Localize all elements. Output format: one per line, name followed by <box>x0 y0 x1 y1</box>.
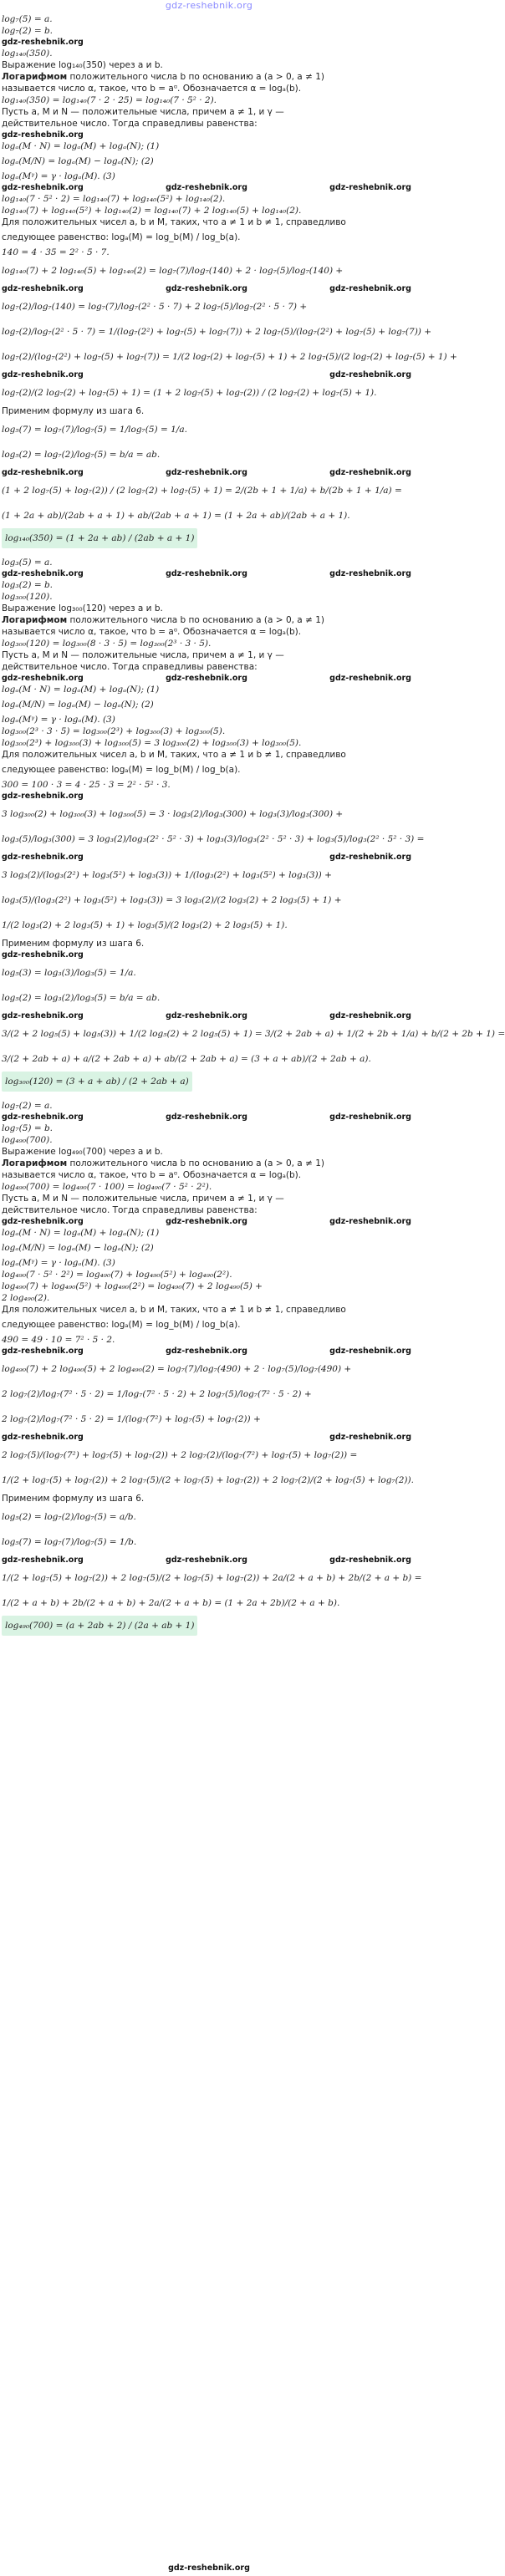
definition-line: называется число α, такое, что b = aᵅ. Обозначается α = logₐ(b). <box>2 84 302 94</box>
watermark-row <box>2 1216 416 1227</box>
watermark: gdz-reshebnik.org <box>329 370 411 379</box>
watermark: gdz-reshebnik.org <box>166 674 247 683</box>
answer-line <box>2 1616 416 1636</box>
watermark: gdz-reshebnik.org <box>2 569 84 578</box>
given-line: log₇(2) = a. <box>2 1101 53 1111</box>
watermark: gdz-reshebnik.org <box>329 1347 411 1356</box>
answer-highlight: log₁₄₀(350) = (1 + 2a + ab) / (2ab + a + 1) <box>2 528 197 548</box>
task-line: Выражение log₃₀₀(120) через a и b. <box>2 603 163 613</box>
solution-section-3 <box>2 1100 422 1636</box>
rule-condition-line: Пусть a, M и N — положительные числа, причем a ≠ 1, и γ — <box>2 1194 284 1204</box>
equation-line: log₇(2)/(log₇(2²) + log₇(5) + log₇(7)) = 1/(2 log₇(2) + log₇(5) + 1) + 2 log₇(5)/(2 log₇(2) + log₇(5) + 1) + <box>2 352 457 362</box>
definition-term: Логарифмом <box>2 1158 68 1168</box>
watermark: gdz-reshebnik.org <box>2 1217 84 1226</box>
equation-line: log₄₉₀(7) + log₄₉₀(5²) + log₄₉₀(2²) = log₄₉₀(7) + 2 log₄₉₀(5) + <box>2 1281 263 1291</box>
rule-line: logₐ(M · N) = logₐ(M) + logₐ(N); (1) <box>2 141 160 151</box>
watermark: gdz-reshebnik.org <box>329 468 411 477</box>
site-link[interactable]: gdz-reshebnik.org <box>165 0 253 11</box>
rule-condition-line: действительное число. Тогда справедливы равенства: <box>2 1205 258 1215</box>
equation-line: 2 log₇(2)/log₇(7² · 5 · 2) = 1/(log₇(7²) + log₇(5) + log₇(2)) + <box>2 1414 261 1424</box>
watermark: gdz-reshebnik.org <box>166 1555 247 1565</box>
watermark: gdz-reshebnik.org <box>2 1433 84 1442</box>
definition-line <box>2 614 416 626</box>
answer-line <box>2 1072 416 1092</box>
rule-condition-line: Пусть a, M и N — положительные числа, причем a ≠ 1, и γ — <box>2 107 284 117</box>
bottom-watermark-row <box>0 2563 418 2573</box>
rule-line: logₐ(M/N) = logₐ(M) − logₐ(N); (2) <box>2 156 154 166</box>
rule-line: следующее равенство: logₐ(M) = log_b(M) / log_b(a). <box>2 765 241 775</box>
definition-text: положительного числа b по основанию a (a > 0, a ≠ 1) <box>67 72 324 82</box>
equation-line: log₃₀₀(2³ · 3 · 5) = log₃₀₀(2³) + log₃₀₀(3) + log₃₀₀(5). <box>2 726 226 736</box>
rule-condition-line: Пусть a, M и N — положительные числа, причем a ≠ 1, и γ — <box>2 650 284 660</box>
equation-line: 3/(2 + 2ab + a) + a/(2 + 2ab + a) + ab/(2 + 2ab + a) = (3 + a + ab)/(2 + 2ab + a). <box>2 1054 371 1064</box>
equation-line: log₇(2)/log₇(140) = log₇(7)/log₇(2² · 5 · 7) + 2 log₇(5)/log₇(2² · 5 · 7) + <box>2 302 308 312</box>
rule-line: logₐ(Mᵞ) = γ · logₐ(M). (3) <box>2 1258 115 1268</box>
equation-line: log₄₉₀(7 · 5² · 2²) = log₄₉₀(7) + log₄₉₀(5²) + log₄₉₀(2²). <box>2 1270 232 1280</box>
watermark: gdz-reshebnik.org <box>329 1433 411 1442</box>
equation-line: log₁₄₀(7) + 2 log₁₄₀(5) + log₁₄₀(2) = log₇(7)/log₇(140) + 2 · log₇(5)/log₇(140) + <box>2 266 344 276</box>
equation-line: log₁₄₀(350) = log₁₄₀(7 · 2 · 25) = log₁₄₀(7 · 5² · 2). <box>2 95 217 105</box>
equation-line: 3/(2 + 2 log₅(5) + log₅(3)) + 1/(2 log₅(2) + 2 log₅(5) + 1) = 3/(2 + 2ab + a) + 1/(2 + 2b + 1/a) + b/(2 + 2b + 1) = <box>2 1029 505 1039</box>
solution-section-2 <box>2 557 505 1092</box>
watermark: gdz-reshebnik.org <box>2 468 84 477</box>
target-line: log₃₀₀(120). <box>2 592 53 602</box>
watermark: gdz-reshebnik.org <box>2 674 84 683</box>
watermark: gdz-reshebnik.org <box>166 183 247 192</box>
definition-text: положительного числа b по основанию a (a > 0, a ≠ 1) <box>67 615 324 625</box>
equation-line: log₅(7) = log₇(7)/log₇(5) = 1/log₇(5) = 1/a. <box>2 425 187 435</box>
answer-highlight: log₃₀₀(120) = (3 + a + ab) / (2 + 2ab + a) <box>2 1072 192 1092</box>
watermark: gdz-reshebnik.org <box>2 38 84 47</box>
watermark-row <box>2 182 416 193</box>
equation-line: 3 log₃(2)/(log₃(2²) + log₃(5²) + log₃(3)) + 1/(log₃(2²) + log₃(5²) + log₃(3)) + <box>2 870 332 880</box>
equation-line: (1 + 2a + ab)/(2ab + a + 1) + ab/(2ab + a + 1) = (1 + 2a + ab)/(2ab + a + 1). <box>2 511 350 521</box>
watermark: gdz-reshebnik.org <box>166 1217 247 1226</box>
section-spacer <box>2 1093 416 1100</box>
equation-line: 2 log₇(2)/log₇(7² · 5 · 2) = 1/log₇(7² · 5 · 2) + 2 log₇(5)/log₇(7² · 5 · 2) + <box>2 1389 312 1399</box>
watermark: gdz-reshebnik.org <box>2 1347 84 1356</box>
watermark: gdz-reshebnik.org <box>168 2563 250 2573</box>
rule-line: logₐ(M · N) = logₐ(M) + logₐ(N); (1) <box>2 685 160 695</box>
answer-line <box>2 528 416 548</box>
answer-highlight: log₄₉₀(700) = (a + 2ab + 2) / (2a + ab + 1) <box>2 1616 197 1636</box>
equation-line: log₃(5)/(log₃(2²) + log₃(5²) + log₃(3)) = 3 log₃(2)/(2 log₃(2) + 2 log₃(5) + 1) + <box>2 895 342 905</box>
equation-line: log₅(2) = log₇(2)/log₇(5) = a/b. <box>2 1512 136 1522</box>
equation-line: 1/(2 + log₇(5) + log₇(2)) + 2 log₇(5)/(2 + log₇(5) + log₇(2)) + 2 log₇(2)/(2 + log₇(5) + log₇(2)). <box>2 1475 414 1485</box>
watermark: gdz-reshebnik.org <box>2 183 84 192</box>
definition-line <box>2 1158 416 1169</box>
rule-condition-line: Для положительных чисел a, b и M, таких, что a ≠ 1 и b ≠ 1, справедливо <box>2 750 346 760</box>
watermark-row <box>2 130 416 140</box>
solution-content <box>0 13 505 1636</box>
watermark: gdz-reshebnik.org <box>2 370 84 379</box>
step-line: Применим формулу из шага 6. <box>2 406 145 416</box>
watermark-row <box>2 791 416 802</box>
rule-line: logₐ(M · N) = logₐ(M) + logₐ(N); (1) <box>2 1228 160 1238</box>
watermark: gdz-reshebnik.org <box>2 1011 84 1021</box>
equation-line: 1/(2 + log₇(5) + log₇(2)) + 2 log₇(5)/(2 + log₇(5) + log₇(2)) + 2a/(2 + a + b) + 2b/(2 + a + b) = <box>2 1573 422 1583</box>
task-line: Выражение log₁₄₀(350) через a и b. <box>2 60 163 70</box>
watermark: gdz-reshebnik.org <box>2 1112 84 1122</box>
equation-line: log₃₀₀(120) = log₃₀₀(8 · 3 · 5) = log₃₀₀(2³ · 3 · 5). <box>2 639 212 649</box>
watermark-row <box>2 283 416 294</box>
watermark: gdz-reshebnik.org <box>329 1011 411 1021</box>
equation-line: log₇(2)/log₇(2² · 5 · 7) = 1/(log₇(2²) + log₇(5) + log₇(7)) + 2 log₇(5)/(log₇(2²) + log₇(5) + log₇(7)) + <box>2 327 432 337</box>
watermark: gdz-reshebnik.org <box>2 1555 84 1565</box>
equation-line: 1/(2 + a + b) + 2b/(2 + a + b) + 2a/(2 + a + b) = (1 + 2a + 2b)/(2 + a + b). <box>2 1598 340 1608</box>
watermark-row <box>2 1432 416 1443</box>
watermark: gdz-reshebnik.org <box>329 1112 411 1122</box>
equation-line: log₃₀₀(2³) + log₃₀₀(3) + log₃₀₀(5) = 3 log₃₀₀(2) + log₃₀₀(3) + log₃₀₀(5). <box>2 738 302 748</box>
equation-line: log₄₉₀(700) = log₄₉₀(7 · 100) = log₄₉₀(7 · 5² · 2²). <box>2 1182 212 1192</box>
watermark: gdz-reshebnik.org <box>329 1555 411 1565</box>
definition-line: называется число α, такое, что b = aᵅ. Обозначается α = logₐ(b). <box>2 627 302 637</box>
top-bar <box>0 0 418 13</box>
watermark: gdz-reshebnik.org <box>166 569 247 578</box>
factorization-line: 140 = 4 · 35 = 2² · 5 · 7. <box>2 247 110 257</box>
equation-line: (1 + 2 log₇(5) + log₇(2)) / (2 log₇(2) + log₇(5) + 1) = 2/(2b + 1 + 1/a) + b/(2b + 1 + 1/a) = <box>2 486 402 496</box>
watermark: gdz-reshebnik.org <box>2 950 84 960</box>
rule-line: logₐ(M/N) = logₐ(M) − logₐ(N); (2) <box>2 1243 154 1253</box>
watermark-row <box>2 673 416 684</box>
equation-line: log₅(3) = log₃(3)/log₃(5) = 1/a. <box>2 968 136 978</box>
equation-line: log₇(2)/(2 log₇(2) + log₇(5) + 1) = (1 + 2 log₇(5) + log₇(2)) / (2 log₇(2) + log₇(5) + 1). <box>2 388 377 398</box>
watermark: gdz-reshebnik.org <box>166 284 247 293</box>
step-line: Применим формулу из шага 6. <box>2 939 145 949</box>
watermark-row <box>2 1346 416 1357</box>
rule-line: следующее равенство: logₐ(M) = log_b(M) / log_b(a). <box>2 1320 241 1330</box>
definition-line: называется число α, такое, что b = aᵅ. Обозначается α = logₐ(b). <box>2 1170 302 1180</box>
watermark: gdz-reshebnik.org <box>166 1011 247 1021</box>
equation-line: 3 log₃₀₀(2) + log₃₀₀(3) + log₃₀₀(5) = 3 · log₃(2)/log₃(300) + log₃(3)/log₃(300) + <box>2 809 344 819</box>
watermark: gdz-reshebnik.org <box>2 130 84 140</box>
equation-line: log₅(2) = log₇(2)/log₇(5) = b/a = ab. <box>2 450 161 460</box>
definition-text: положительного числа b по основанию a (a > 0, a ≠ 1) <box>67 1158 324 1168</box>
task-line: Выражение log₄₉₀(700) через a и b. <box>2 1147 163 1157</box>
given-line: log₇(5) = a. <box>2 14 53 24</box>
watermark-row <box>2 568 416 579</box>
watermark: gdz-reshebnik.org <box>166 1112 247 1122</box>
watermark-row <box>2 369 416 380</box>
watermark: gdz-reshebnik.org <box>329 569 411 578</box>
definition-term: Логарифмом <box>2 72 68 82</box>
watermark-row <box>2 467 416 478</box>
rule-condition-line: действительное число. Тогда справедливы равенства: <box>2 119 258 129</box>
equation-line: 2 log₇(5)/(log₇(7²) + log₇(5) + log₇(2)) + 2 log₇(2)/(log₇(7²) + log₇(5) + log₇(2)) = <box>2 1450 358 1460</box>
equation-line: 1/(2 log₃(2) + 2 log₃(5) + 1) + log₃(5)/(2 log₃(2) + 2 log₃(5) + 1). <box>2 920 288 930</box>
equation-line: log₁₄₀(7 · 5² · 2) = log₁₄₀(7) + log₁₄₀(5²) + log₁₄₀(2). <box>2 194 226 204</box>
rule-line: logₐ(M/N) = logₐ(M) − logₐ(N); (2) <box>2 700 154 710</box>
equation-line: log₁₄₀(7) + log₁₄₀(5²) + log₁₄₀(2) = log₁₄₀(7) + 2 log₁₄₀(5) + log₁₄₀(2). <box>2 206 302 216</box>
given-line: log₃(2) = b. <box>2 580 54 590</box>
watermark-row <box>2 1112 416 1123</box>
watermark: gdz-reshebnik.org <box>2 792 84 801</box>
equation-line: log₄₉₀(7) + 2 log₄₉₀(5) + 2 log₄₉₀(2) = log₇(7)/log₇(490) + 2 · log₇(5)/log₇(490) + <box>2 1364 352 1374</box>
rule-line: logₐ(Mᵞ) = γ · logₐ(M). (3) <box>2 715 115 725</box>
given-line: log₇(2) = b. <box>2 26 54 36</box>
rule-condition-line: Для положительных чисел a, b и M, таких, что a ≠ 1 и b ≠ 1, справедливо <box>2 217 346 227</box>
definition-term: Логарифмом <box>2 615 68 625</box>
solution-section-1 <box>2 13 457 548</box>
rule-line: следующее равенство: logₐ(M) = log_b(M) / log_b(a). <box>2 232 241 242</box>
watermark: gdz-reshebnik.org <box>2 284 84 293</box>
section-spacer <box>2 550 416 557</box>
watermark: gdz-reshebnik.org <box>329 853 411 862</box>
watermark-row <box>2 1555 416 1565</box>
factorization-line: 490 = 49 · 10 = 7² · 5 · 2. <box>2 1335 115 1345</box>
watermark: gdz-reshebnik.org <box>166 468 247 477</box>
definition-line <box>2 71 416 83</box>
watermark: gdz-reshebnik.org <box>329 284 411 293</box>
given-line: log₇(5) = b. <box>2 1123 54 1133</box>
watermark-row <box>2 1011 416 1021</box>
rule-line: logₐ(Mᵞ) = γ · logₐ(M). (3) <box>2 171 115 181</box>
watermark-row <box>2 37 416 48</box>
given-line: log₃(5) = a. <box>2 557 53 568</box>
rule-condition-line: Для положительных чисел a, b и M, таких, что a ≠ 1 и b ≠ 1, справедливо <box>2 1305 346 1315</box>
factorization-line: 300 = 100 · 3 = 4 · 25 · 3 = 2² · 5² · 3. <box>2 780 171 790</box>
watermark-row <box>2 949 416 960</box>
rule-condition-line: действительное число. Тогда справедливы равенства: <box>2 662 258 672</box>
watermark: gdz-reshebnik.org <box>329 183 411 192</box>
watermark-row <box>2 852 416 863</box>
target-line: log₁₄₀(350). <box>2 48 53 59</box>
watermark: gdz-reshebnik.org <box>2 853 84 862</box>
step-line: Применим формулу из шага 6. <box>2 1494 145 1504</box>
target-line: log₄₉₀(700). <box>2 1135 53 1145</box>
equation-line: log₅(2) = log₃(2)/log₃(5) = b/a = ab. <box>2 993 161 1003</box>
equation-line: log₃(5)/log₃(300) = 3 log₃(2)/log₃(2² · 5² · 3) + log₃(3)/log₃(2² · 5² · 3) + log₃(5)/log₃(2² · 5² · 3) = <box>2 834 425 844</box>
watermark: gdz-reshebnik.org <box>329 1217 411 1226</box>
equation-line: 2 log₄₉₀(2). <box>2 1293 50 1303</box>
equation-line: log₅(7) = log₇(7)/log₇(5) = 1/b. <box>2 1537 137 1547</box>
watermark: gdz-reshebnik.org <box>166 1347 247 1356</box>
watermark: gdz-reshebnik.org <box>329 674 411 683</box>
